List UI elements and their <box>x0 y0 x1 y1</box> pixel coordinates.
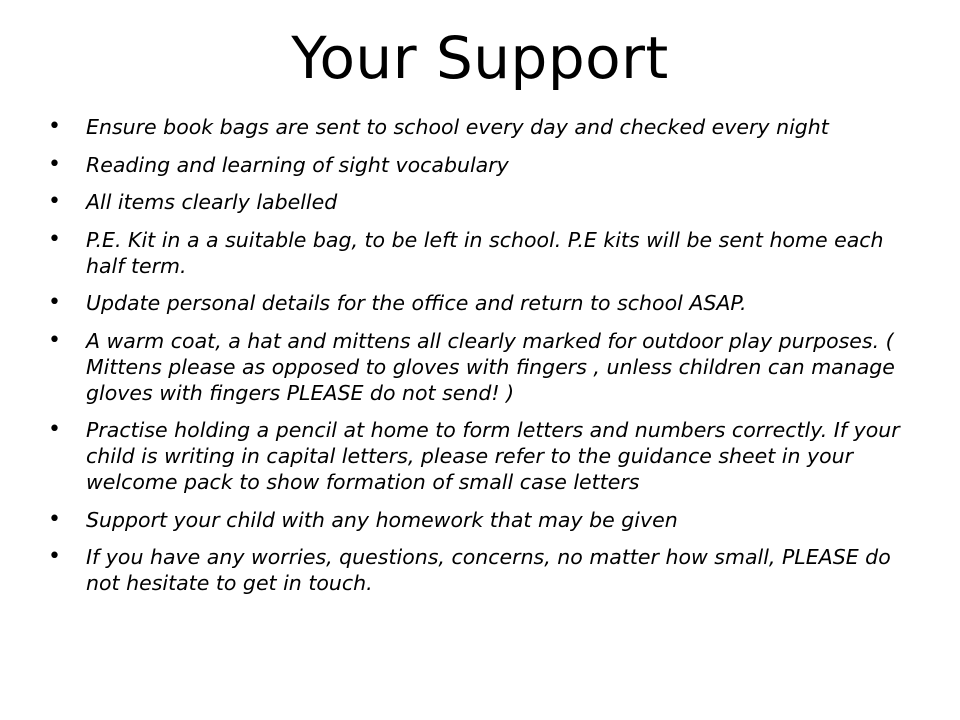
list-item <box>48 114 908 140</box>
list-item-text: Practise holding a pencil at home to form letters and numbers correctly. If your child is writing in capital letters, please refer to the guidance sheet in your welcome pack to show formation of small case letters <box>86 418 900 494</box>
list-item <box>48 290 908 316</box>
bullet-icon: • <box>48 417 61 442</box>
slide-title: Your Support <box>291 24 669 92</box>
bullet-icon: • <box>48 151 61 177</box>
list-item-text: A warm coat, a hat and mittens all clearly marked for outdoor play purposes. ( Mittens please as opposed to gloves with fingers , unless children can manage gloves with fingers PLEASE do not send! ) <box>86 328 895 405</box>
bullet-icon: • <box>48 290 61 315</box>
bullet-icon: • <box>48 327 61 353</box>
list-item <box>48 417 908 495</box>
list-item-text: Update personal details for the office and return to school ASAP. <box>86 291 747 315</box>
bullet-icon: • <box>48 114 61 139</box>
bullet-icon: • <box>48 544 61 569</box>
list-item <box>48 152 908 178</box>
list-item-text: If you have any worries, questions, concerns, no matter how small, PLEASE do not hesitate to get in touch. <box>86 545 891 595</box>
bullet-icon: • <box>48 226 61 252</box>
bullet-icon: • <box>48 506 61 532</box>
list-item-text: Reading and learning of sight vocabulary <box>86 152 509 177</box>
list-item <box>48 507 908 533</box>
list-item <box>48 189 908 215</box>
list-item-text: All items clearly labelled <box>86 190 338 214</box>
bullet-list <box>48 114 908 608</box>
list-item <box>48 227 908 279</box>
list-item-text: P.E. Kit in a a suitable bag, to be left in school. P.E kits will be sent home each half term. <box>86 227 884 278</box>
list-item-text: Ensure book bags are sent to school every day and checked every night <box>86 115 829 139</box>
list-item-text: Support your child with any homework that may be given <box>86 507 678 532</box>
list-item <box>48 544 908 596</box>
bullet-icon: • <box>48 189 61 214</box>
list-item <box>48 328 908 406</box>
